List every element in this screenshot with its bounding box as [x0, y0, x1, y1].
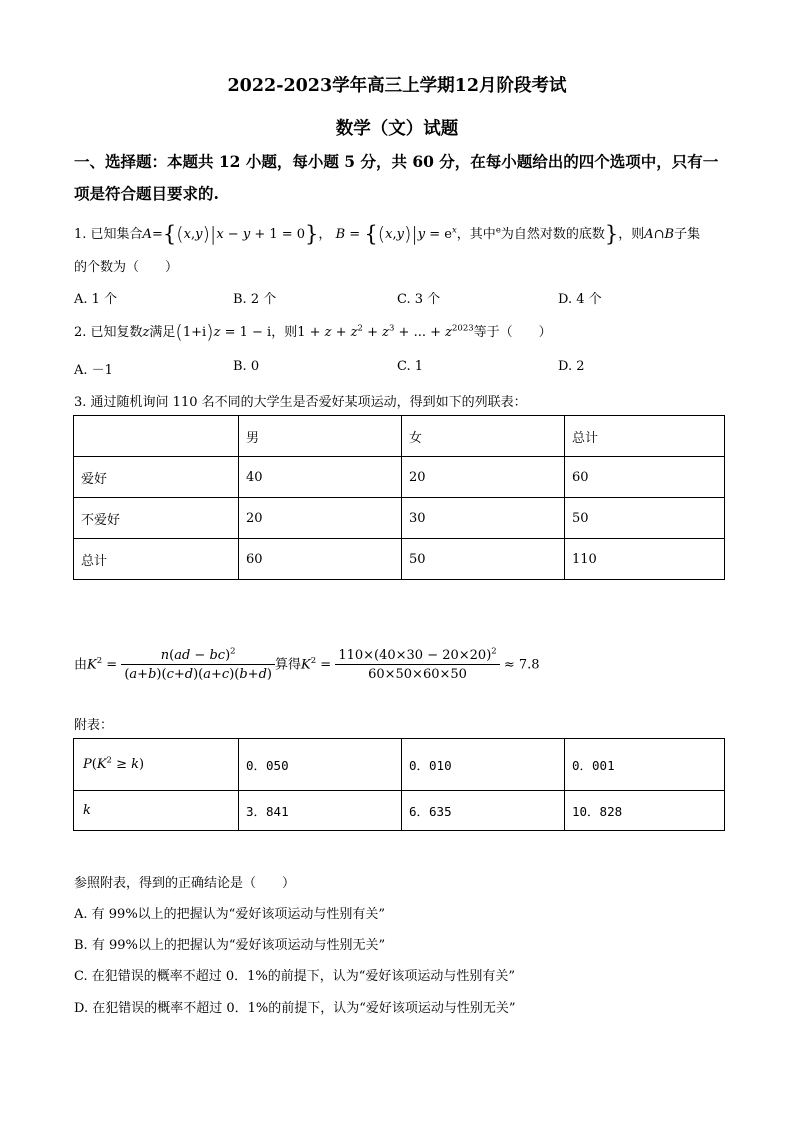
- table-row: [74, 539, 725, 580]
- table-cell: 20: [402, 457, 565, 498]
- q1-tail: 子集: [674, 227, 701, 242]
- table-row: [74, 457, 725, 498]
- formula-prefix: 由: [74, 657, 88, 673]
- table-row: [74, 498, 725, 539]
- q3-option-d: D. 在犯错误的概率不超过 0．1%的前提下，认为“爱好该项运动与性别无关”: [74, 1001, 516, 1016]
- table-cell: 20: [239, 498, 402, 539]
- table-cell: 50: [402, 539, 565, 580]
- q3-option-c: C. 在犯错误的概率不超过 0．1%的前提下，认为“爱好该项运动与性别有关”: [74, 969, 516, 984]
- q2-satisfy: 满足: [149, 325, 176, 340]
- table-cell: 110: [565, 539, 725, 580]
- q1-option-c: C. 3 个: [397, 292, 441, 307]
- table-header-cell: 男: [239, 416, 402, 457]
- section-heading-line2: 项是符合题目要求的.: [74, 184, 219, 203]
- formula-mid: 算得: [274, 657, 301, 673]
- q2-option-d: D. 2: [558, 359, 585, 374]
- table-header-cell: 女: [402, 416, 565, 457]
- q2-option-a: A. －1: [74, 363, 113, 378]
- q1-then: ，则: [618, 227, 645, 242]
- q3-option-a: A. 有 99%以上的把握认为“爱好该项运动与性别有关”: [74, 907, 385, 922]
- conclusion-stem: 参照附表，得到的正确结论是（ ）: [74, 876, 296, 891]
- page-subtitle: 数学（文）试题: [335, 119, 459, 139]
- page-title: 2022-2023学年高三上学期12月阶段考试: [227, 76, 567, 96]
- table-cell: 30: [402, 498, 565, 539]
- q1-note: 为自然对数的底数: [500, 227, 605, 242]
- table-cell: 10．828: [565, 791, 725, 831]
- q3-option-b: B. 有 99%以上的把握认为“爱好该项运动与性别无关”: [74, 938, 386, 953]
- table-cell: 0．050: [239, 739, 402, 791]
- section-heading-line1: 一、选择题：本题共 12 小题，每小题 5 分，共 60 分，在每小题给出的四个选项中，只有一: [74, 152, 719, 171]
- k2-general-fraction: $\frac{n(ad - bc)^2}{(a+b)(c+d)(a+c)(b+d)}$: [121, 648, 275, 682]
- table-cell: 0．001: [565, 739, 725, 791]
- q2-prefix: 2. 已知复数: [74, 325, 143, 340]
- q2-then: ，则: [271, 325, 298, 340]
- q2-z: z: [142, 325, 150, 340]
- appendix-label: 附表：: [74, 718, 114, 733]
- calc-denominator: 60×50×60×50: [368, 667, 467, 682]
- critical-value-table: [73, 738, 725, 831]
- table-cell: 0．010: [402, 739, 565, 791]
- q1-sep: ，: [318, 227, 332, 242]
- table-row: [74, 791, 725, 831]
- table-cell: 6．635: [402, 791, 565, 831]
- table-cell: 60: [565, 457, 725, 498]
- q1-mid: ，其中: [456, 227, 496, 242]
- table-header-row: [74, 416, 725, 457]
- table-cell: 60: [239, 539, 402, 580]
- set-b-formula: B: [335, 227, 346, 242]
- calc-numerator: 110×(40×30 − 20×20): [338, 648, 492, 663]
- approx-value: ≈ 7.8: [503, 657, 540, 673]
- k2-calc-fraction: $\frac{110\times(40\times 30 - 20\times 20)^2}{60\times 50\times 60\times 50}$: [335, 648, 499, 682]
- probability-label: $P(K^2 \ge k)$: [74, 739, 239, 791]
- q2-option-c: C. 1: [397, 359, 424, 374]
- contingency-table: [73, 415, 725, 580]
- q1-prefix: 1. 已知集合: [74, 227, 143, 242]
- table-cell: 40: [239, 457, 402, 498]
- table-cell: 50: [565, 498, 725, 539]
- q1-option-d: D. 4 个: [558, 292, 602, 307]
- k2-formula: 由$K^2$ = $\frac{n(ad - bc)^2}{(a+b)(c+d)(a+c)(b+d)}$ 算得$K^2$ = $\frac{110\times(40\times 30 - 20\times 20)^2}{60\times 50\times 60\times 50}$ ≈ 7.8: [74, 646, 540, 682]
- question-2-stem: 2. 已知复数z满足(1+i)z = 1 − i，则$1 + z + z^2 + z^3$ + ... + $z^{2023}$等于（ ）: [74, 321, 552, 343]
- table-cell: 3．841: [239, 791, 402, 831]
- table-header-cell: [74, 416, 239, 457]
- q1-option-b: B. 2 个: [233, 292, 277, 307]
- q1-e-symbol: e: [495, 225, 501, 236]
- table-cell: 爱好: [74, 457, 239, 498]
- table-cell: 不爱好: [74, 498, 239, 539]
- q2-end: 等于（ ）: [473, 325, 552, 340]
- q1-option-a: A. 1 个: [74, 292, 118, 307]
- table-row: [74, 739, 725, 791]
- q2-exponent: 2023: [452, 323, 474, 334]
- table-header-cell: 总计: [565, 416, 725, 457]
- set-a-formula: A: [142, 227, 152, 242]
- question-3-stem: 3. 通过随机询问 110 名不同的大学生是否爱好某项运动，得到如下的列联表：: [74, 395, 527, 410]
- question-1-line2: 的个数为（ ）: [74, 260, 179, 275]
- k-label: k: [74, 791, 239, 831]
- q2-option-b: B. 0: [233, 359, 260, 374]
- table-cell: 总计: [74, 539, 239, 580]
- question-1-stem: 1. 已知集合A={(x,y)|x − y + 1 = 0}， $B = \{(x,y)|y = e^x$，其中$^e$为自然对数的底数}，则A∩B子集: [74, 222, 701, 246]
